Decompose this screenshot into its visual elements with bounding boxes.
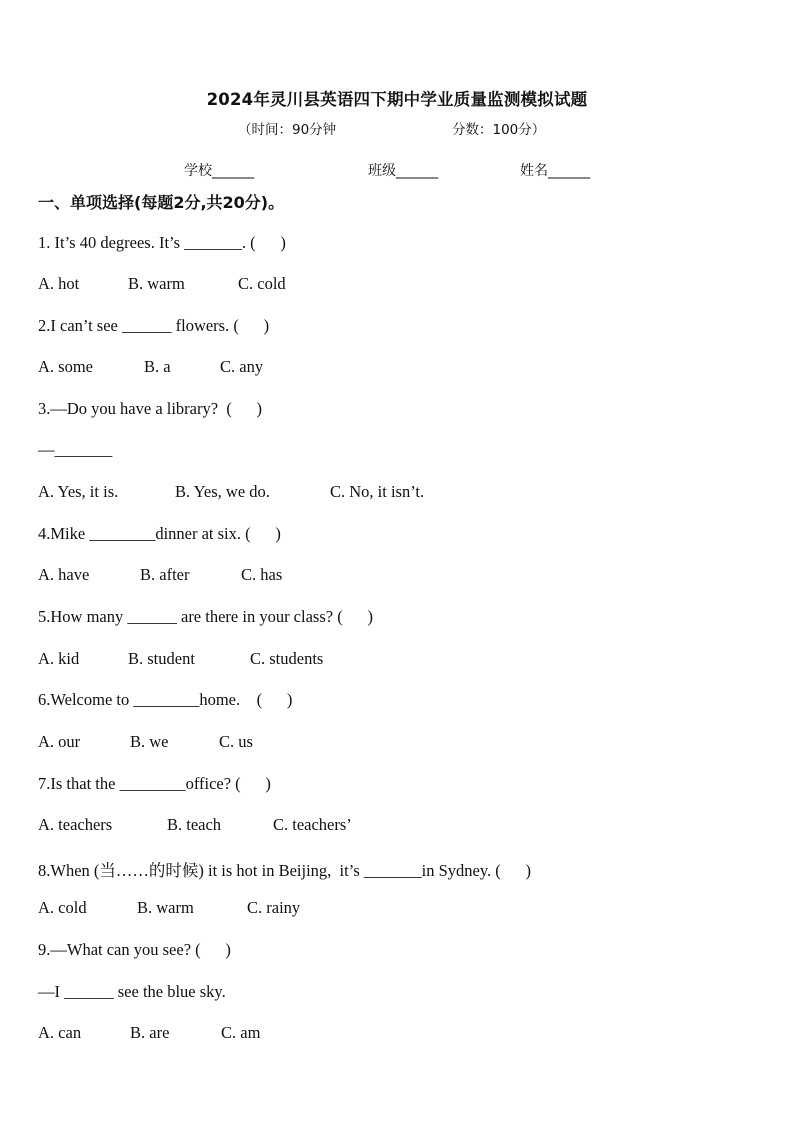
school-field: 学校______ bbox=[184, 163, 254, 179]
question-5: 5.How many ______ are there in your class? ( ) bbox=[38, 607, 373, 626]
section-heading: 一、单项选择(每题2分,共20分)。 bbox=[38, 193, 285, 212]
option-c: C. cold bbox=[238, 274, 286, 293]
option-c: C. students bbox=[250, 649, 324, 668]
option-a: A. some bbox=[38, 357, 93, 376]
question-9-answer-line: —I ______ see the blue sky. bbox=[38, 982, 226, 1001]
option-c: C. teachers’ bbox=[273, 815, 352, 834]
option-c: C. rainy bbox=[247, 898, 301, 917]
question-4: 4.Mike ________dinner at six. ( ) bbox=[38, 524, 281, 543]
exam-title: 2024年灵川县英语四下期中学业质量监测模拟试题 bbox=[206, 90, 588, 109]
option-c: C. has bbox=[241, 565, 283, 584]
option-a: A. can bbox=[38, 1023, 82, 1042]
option-a: A. cold bbox=[38, 898, 87, 917]
option-c: C. am bbox=[221, 1023, 261, 1042]
option-a: A. Yes, it is. bbox=[38, 482, 119, 501]
question-2: 2.I can’t see ______ flowers. ( ) bbox=[38, 316, 270, 335]
question-1: 1. It’s 40 degrees. It’s _______. ( ) bbox=[38, 233, 286, 252]
question-3-answer-line: —_______ bbox=[38, 440, 113, 459]
option-b: B. are bbox=[130, 1023, 170, 1042]
option-b: B. a bbox=[144, 357, 171, 376]
question-8: 8.When (当……的时候) it is hot in Beijing, it’s _______in Sydney. ( ) bbox=[38, 861, 531, 880]
option-b: B. after bbox=[140, 565, 190, 584]
option-a: A. kid bbox=[38, 649, 80, 668]
exam-score: 分数：100分） bbox=[452, 122, 546, 138]
option-c: C. us bbox=[219, 732, 253, 751]
option-a: A. our bbox=[38, 732, 81, 751]
option-b: B. teach bbox=[167, 815, 222, 834]
option-b: B. warm bbox=[137, 898, 194, 917]
question-7: 7.Is that the ________office? ( ) bbox=[38, 774, 271, 793]
option-c: C. No, it isn’t. bbox=[330, 482, 425, 501]
option-a: A. hot bbox=[38, 274, 80, 293]
question-6: 6.Welcome to ________home. ( ) bbox=[38, 690, 293, 709]
question-9: 9.—What can you see? ( ) bbox=[38, 940, 231, 959]
option-b: B. student bbox=[128, 649, 195, 668]
option-c: C. any bbox=[220, 357, 264, 376]
option-b: B. we bbox=[130, 732, 169, 751]
option-b: B. Yes, we do. bbox=[175, 482, 270, 501]
option-b: B. warm bbox=[128, 274, 185, 293]
option-a: A. teachers bbox=[38, 815, 113, 834]
exam-time: （时间：90分钟 bbox=[238, 122, 337, 138]
option-a: A. have bbox=[38, 565, 90, 584]
question-3: 3.—Do you have a library? ( ) bbox=[38, 399, 263, 418]
class-field: 班级______ bbox=[368, 163, 438, 179]
name-field: 姓名______ bbox=[520, 163, 590, 179]
